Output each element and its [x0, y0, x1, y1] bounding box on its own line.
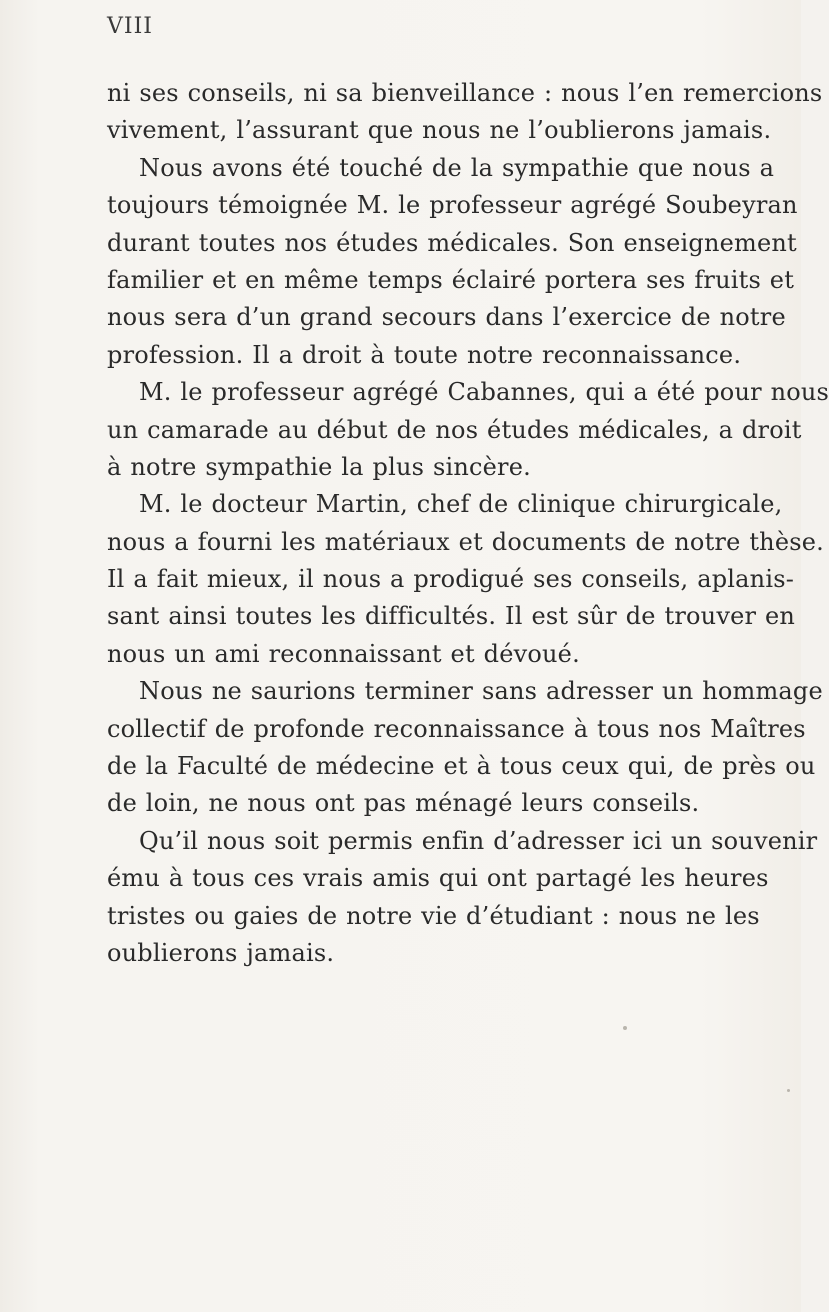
text-line: à notre sympathie la plus sincère.: [107, 452, 531, 481]
paragraph-start-line: M. le professeur agrégé Cabannes, qui a été pour nous: [139, 378, 829, 407]
text-line: durant toutes nos études médicales. Son enseignement: [107, 228, 797, 257]
text-line: toujours témoignée M. le professeur agrégé Soubeyran: [107, 191, 798, 220]
page-number: VIII: [107, 14, 153, 39]
paper-speck: [623, 1026, 627, 1030]
text-line: sant ainsi toutes les difficultés. Il est sûr de trouver en: [107, 602, 796, 631]
paper-speck: [787, 1089, 790, 1092]
paragraph-start-line: Nous ne saurions terminer sans adresser un hommage: [139, 677, 823, 706]
paragraph-start-line: M. le docteur Martin, chef de clinique chirurgicale,: [139, 490, 783, 519]
text-line: nous sera d’un grand secours dans l’exercice de notre: [107, 303, 786, 332]
text-line: nous a fourni les matériaux et documents de notre thèse.: [107, 527, 824, 556]
paragraph-start-line: Qu’il nous soit permis enfin d’adresser ici un souvenir: [139, 826, 818, 855]
text-line: nous un ami reconnaissant et dévoué.: [107, 639, 580, 668]
text-line: tristes ou gaies de notre vie d’étudiant : nous ne les: [107, 901, 760, 930]
text-line: ému à tous ces vrais amis qui ont partagé les heures: [107, 864, 769, 893]
text-line: un camarade au début de nos études médicales, a droit: [107, 415, 802, 444]
text-line: ni ses conseils, ni sa bienveillance : nous l’en remercions: [107, 79, 823, 107]
text-line: familier et en même temps éclairé portera ses fruits et: [107, 265, 795, 294]
text-line: oublierons jamais.: [107, 938, 335, 967]
text-line: vivement, l’assurant que nous ne l’oublierons jamais.: [107, 116, 772, 145]
text-line: de loin, ne nous ont pas ménagé leurs conseils.: [107, 789, 700, 818]
text-line: profession. Il a droit à toute notre reconnaissance.: [107, 340, 742, 369]
paragraph-start-line: Nous avons été touché de la sympathie que nous a: [139, 153, 775, 182]
text-line: de la Faculté de médecine et à tous ceux qui, de près ou: [107, 752, 816, 781]
text-line: collectif de profonde reconnaissance à tous nos Maîtres: [107, 714, 806, 743]
body-text: [107, 75, 829, 972]
text-line: Il a fait mieux, il nous a prodigué ses conseils, aplanis-: [107, 565, 795, 594]
